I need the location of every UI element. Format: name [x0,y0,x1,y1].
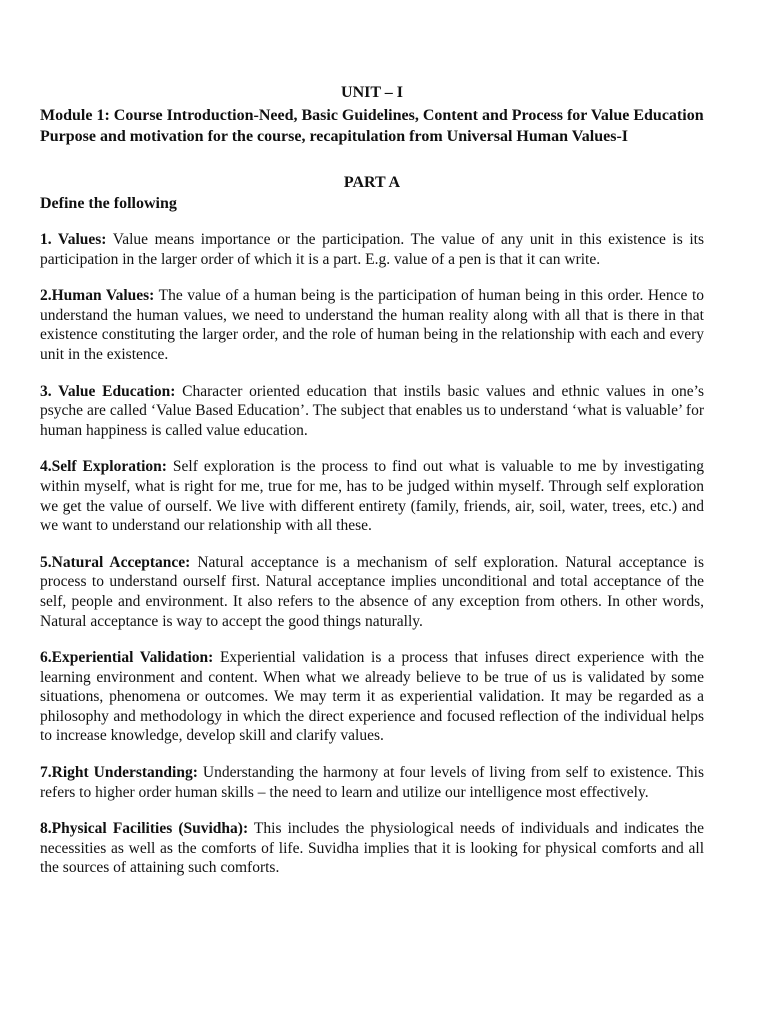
definition-term: 8.Physical Facilities (Suvidha): [40,820,249,838]
module-title: Module 1: Course Introduction-Need, Basic Guidelines, Content and Process for Value Education Purpose and motivation for the course, recapitulation from Universal Human Values-I [40,107,704,145]
definition-term: 6.Experiential Validation: [40,649,214,667]
definition-text: Value means importance or the participation. The value of any unit in this existence is its participation in the larger order of which it is a part. E.g. value of a pen is that it can write. [40,231,704,268]
definition-term: 1. Values: [40,231,107,248]
definition-text: This includes the physiological needs of individuals and indicates the necessities as well as the comforts of life. Suvidha implies that it is looking for physical comforts and all the sources of attaining such comforts. [40,820,704,877]
part-title: PART A [343,174,401,191]
unit-title: UNIT – I [341,84,403,101]
definition-term: 7.Right Understanding: [40,764,198,782]
definition-text: Character oriented education that instils basic values and ethnic values in one’s psyche are called ‘Value Based Education’. The subject that enables us to understand ‘what is valuable’ for human happiness is called value education. [40,382,705,439]
definition-value-education [40,382,704,441]
definition-text: Self exploration is the process to find out what is valuable to me by investigating within myself, what is right for me, true for me, has to be judged within myself. Through self exploration we get the value of ourself. We live with different entirety (family, friends, air, soil, water, trees, etc.) and we want to understand our relationship with all these. [40,458,704,535]
definition-term: 3. Value Education: [40,382,176,400]
definition-values [40,230,704,269]
definition-text: Understanding the harmony at four levels of living from self to existence. This refers to higher order human skills – the need to learn and utilize our intelligence most effectively. [40,764,704,801]
definition-term: 4.Self Exploration: [40,458,167,476]
definition-experiential-validation [40,648,704,746]
definition-physical-facilities [40,819,704,878]
definition-natural-acceptance [40,553,704,631]
definition-term: 5.Natural Acceptance: [40,553,191,571]
definition-term: 2.Human Values: [40,287,155,305]
define-heading: Define the following [40,195,177,212]
definition-text: The value of a human being is the participation of human being in this order. Hence to understand the human values, we need to understand the human reality along with all that is there in that existence constituting the larger order, and the role of human being in the relationship with each and every unit in the existence. [40,287,705,363]
definition-right-understanding [40,763,704,802]
document-page [40,83,704,878]
definition-human-values [40,286,704,364]
definition-self-exploration [40,457,704,535]
definition-text: Experiential validation is a process that infuses direct experience with the learning environment and content. When what we already believe to be true of us is validated by some situations, phenomena or outcomes. We may term it as experiential validation. It may be regarded as a philosophy and methodology in which the direct experience and focused reflection of the individual helps to increase knowledge, develop skill and clarify values. [40,649,704,745]
definition-text: Natural acceptance is a mechanism of self exploration. Natural acceptance is process to understand ourself first. Natural acceptance implies unconditional and total acceptance of the self, people and environment. It also refers to the absence of any exception from others. In other words, Natural acceptance is way to accept the good things naturally. [40,553,704,630]
